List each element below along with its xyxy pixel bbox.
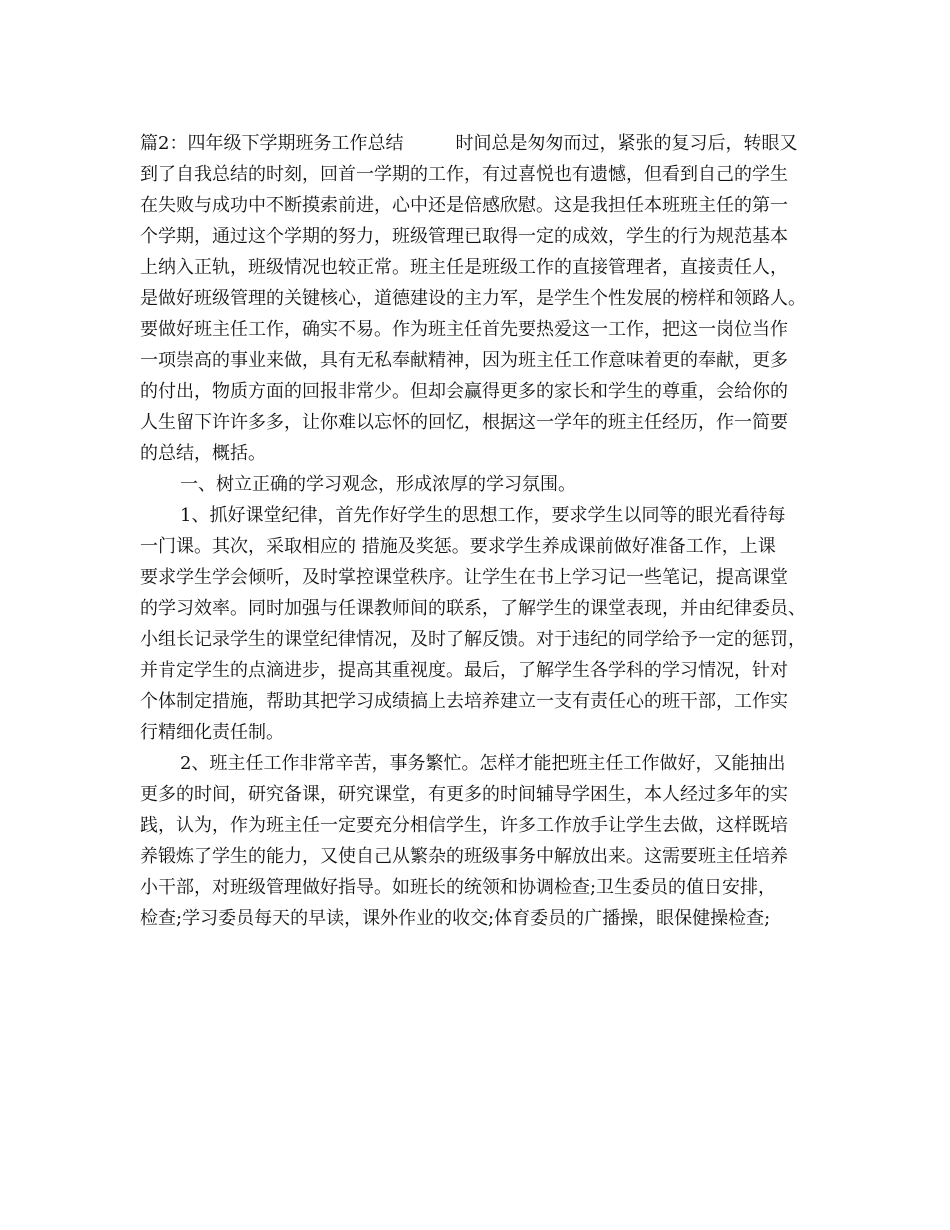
document-body xyxy=(140,128,830,934)
paragraph-line: 是做好班级管理的关键核心，道德建设的主力军，是学生个性发展的榜样和领路人。 xyxy=(140,288,806,309)
paragraph-line: 的总结，概括。 xyxy=(140,443,266,464)
paragraph-line: 2、班主任工作非常辛苦，事务繁忙。怎样才能把班主任工作做好，又能抽出 xyxy=(180,753,786,774)
paragraph-line: 个体制定措施，帮助其把学习成绩搞上去培养建立一支有责任心的班干部，工作实 xyxy=(140,691,788,712)
paragraph-line: 更多的时间，研究备课，研究课堂，有更多的时间辅导学困生，本人经过多年的实 xyxy=(140,784,788,805)
paragraph-line: 要做好班主任工作，确实不易。作为班主任首先要热爱这一工作，把这一岗位当作 xyxy=(140,319,788,340)
paragraph-line: 践，认为，作为班主任一定要充分相信学生，许多工作放手让学生去做，这样既培 xyxy=(140,815,788,836)
paragraph-line: 到了自我总结的时刻，回首一学期的工作，有过喜悦也有遗憾，但看到自己的学生 xyxy=(140,164,788,185)
paragraph-line: 的付出，物质方面的回报非常少。但却会赢得更多的家长和学生的尊重，会给你的 xyxy=(140,381,788,402)
paragraph-line: 并肯定学生的点滴进步，提高其重视度。最后，了解学生各学科的学习情况，针对 xyxy=(140,660,788,681)
paragraph-line: 个学期，通过这个学期的努力，班级管理已取得一定的成效，学生的行为规范基本 xyxy=(140,226,788,247)
paragraph-line: 小组长记录学生的课堂纪律情况，及时了解反馈。对于违纪的同学给予一定的惩罚， xyxy=(140,629,806,650)
title-line xyxy=(140,128,830,159)
paragraph-line: 小干部，对班级管理做好指导。如班长的统领和协调检查;卫生委员的值日安排， xyxy=(140,877,777,898)
document-title: 篇2：四年级下学期班务工作总结 xyxy=(140,133,404,154)
paragraph-line: 行精细化责任制。 xyxy=(140,722,284,743)
paragraph-line: 一项崇高的事业来做，具有无私奉献精神，因为班主任工作意味着更的奉献，更多 xyxy=(140,350,788,371)
paragraph-line: 要求学生学会倾听，及时掌控课堂秩序。让学生在书上学习记一些笔记，提高课堂 xyxy=(140,567,788,588)
paragraph-line: 上纳入正轨，班级情况也较正常。班主任是班级工作的直接管理者，直接责任人， xyxy=(140,257,788,278)
section-heading: 一、树立正确的学习观念，形成浓厚的学习氛围。 xyxy=(180,474,576,495)
paragraph-line: 的学习效率。同时加强与任课教师间的联系，了解学生的课堂表现，并由纪律委员、 xyxy=(140,598,806,619)
paragraph-line: 1、抓好课堂纪律，首先作好学生的思想工作，要求学生以同等的眼光看待每 xyxy=(180,505,786,526)
paragraph-line: 养锻炼了学生的能力，又使自己从繁杂的班级事务中解放出来。这需要班主任培养 xyxy=(140,846,788,867)
paragraph-line: 在失败与成功中不断摸索前进，心中还是倍感欣慰。这是我担任本班班主任的第一 xyxy=(140,195,788,216)
paragraph-line: 人生留下许许多多，让你难以忘怀的回忆，根据这一学年的班主任经历，作一简要 xyxy=(140,412,788,433)
paragraph-line: 时间总是匆匆而过，紧张的复习后，转眼又 xyxy=(455,133,798,154)
paragraph-line: 检查;学习委员每天的早读，课外作业的收交;体育委员的广播操，眼保健操检查; xyxy=(140,908,771,929)
paragraph-line: 一门课。其次，采取相应的 措施及奖惩。要求学生养成课前做好准备工作，上课 xyxy=(140,536,776,557)
